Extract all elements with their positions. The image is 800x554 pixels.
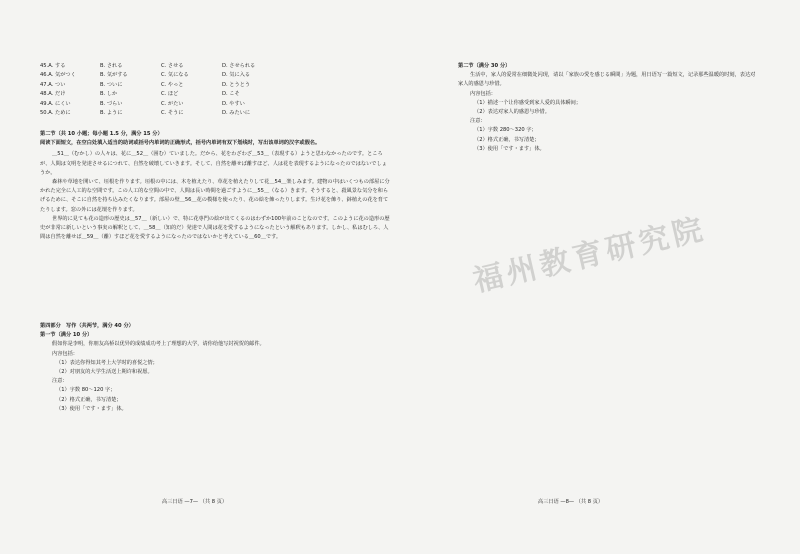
right-note-item: （2）格式正确，书写清楚； — [474, 136, 540, 143]
passage-paragraph-3: 世界的に見ても花の造形の歴史は＿57＿（新しい）で、特に花専門の絵が出てくるのはわずか100年前のことなのです。このように花の造形の歴史が非常に新しいという事実の解釈として、＿58＿（知的だ）発達で人間は花を愛するようになったという解釈もあります。しかし、私はむしろ、人間は自然を離せば＿59＿（離）すほど花を愛するようになったのではないかと考えている＿60＿です。 — [40, 215, 390, 241]
writing-part-block — [40, 322, 392, 414]
right-content-label: 内容包括： — [470, 90, 496, 97]
option-row — [40, 62, 283, 71]
content-label: 内容包括： — [52, 350, 78, 357]
section2-instruction: 阅读下面短文，在空白处填入适当的助词或括号内单词的正确形式，括号内单词有双下划线时，写出该单词的汉字或假名。 — [40, 140, 321, 147]
option-cell: C. がたい — [161, 100, 184, 107]
option-cell: C. やっと — [161, 81, 184, 88]
right-content-item: （1）描述一个让你感受到家人爱的具体瞬间； — [474, 99, 582, 106]
right-note-item: （1）字数 280～320 字； — [474, 127, 537, 134]
passage-paragraph-2: 森林や草地を開いて、垣根を作ります。垣根の中には、木を植えたり、草花を植えたりして花＿54＿楽しみます。建物の中はいくつもの部屋に分かれた完全に人工的な空間です。この人工的な空間の中で、人間は長い時間を過ごすように＿55＿（なる）きます。そうすると、殺風景な気分を和らげるために、そこに自然を持ち込みたくなります。部屋の壁＿56＿花の模様を使ったり、花の絵を飾ったりします。生け花を飾り、鉢植えの花を育てたりします。窓の外には花壇を作ります。 — [40, 179, 390, 213]
option-cell: 45.A. する — [40, 63, 66, 69]
right-note-item: （3）使用「です・ます」体。 — [474, 145, 545, 152]
option-cell: D. みたいに — [222, 109, 251, 116]
option-row — [40, 100, 283, 109]
writing-task: 假如你是李明，你朋友高桥以优异的成绩成功考上了理想的大学，请你给他写封祝贺的邮件。 — [52, 341, 265, 348]
option-cell: 46.A. 気がつく — [40, 72, 76, 79]
right-section2-block — [458, 62, 758, 154]
page-footer-right: 高三日语 —8— （共 8 页） — [538, 499, 604, 505]
note-item: （2）格式正确，书写清楚； — [56, 396, 122, 403]
option-cell: 49.A. にくい — [40, 100, 71, 107]
option-row — [40, 90, 283, 99]
option-cell: B. される — [100, 63, 123, 69]
option-cell: 47.A. つい — [40, 81, 66, 88]
part4-section1-title: 第一节（满分 10 分） — [40, 332, 93, 339]
note-item: （1）字数 80～120 字； — [56, 387, 116, 394]
content-item: （1）表达你得知其考上大学时的喜悦之情； — [56, 359, 158, 366]
option-cell: C. させる — [161, 63, 184, 69]
right-notes-label: 注意： — [470, 118, 486, 125]
option-cell: D. やすい — [222, 100, 245, 107]
option-cell: B. ように — [100, 109, 123, 116]
option-cell: C. ほど — [161, 91, 179, 98]
option-cell: C. そうに — [161, 109, 184, 116]
options-table — [40, 62, 283, 118]
option-cell: B. ついに — [100, 81, 123, 88]
option-cell: B. 気がする — [100, 72, 128, 79]
right-content-item: （2）表达对家人的感恩与珍惜。 — [474, 109, 550, 116]
option-cell: C. 気になる — [161, 72, 189, 79]
option-row — [40, 109, 283, 118]
option-cell: 50.A. ために — [40, 109, 71, 116]
left-page — [40, 0, 392, 554]
passage-paragraph-1: ＿51＿（むかし）の人々は、花に＿52＿（囲む）ていました。だから、花をわざわざ＿53＿（表現する）ようと思わなかったのです。ところが、人間は文明を発達させるにつれて、自然を破壊していきます。そして、自然を離せば離すほど、人は花を表現するようになったのではないでしょうか。 — [40, 151, 387, 176]
section2-title: 第二节（共 10 小题；每小题 1.5 分，满分 15 分） — [40, 131, 163, 137]
option-cell: D. とうとう — [222, 81, 251, 88]
section2-block — [40, 130, 392, 242]
page-footer-left: 高三日语 —7— （共 8 页） — [162, 499, 228, 505]
note-item: （3）使用「です・ます」体。 — [56, 405, 127, 412]
content-item: （2）对朋友的大学生活送上期许和祝愿。 — [56, 369, 153, 376]
watermark-stamp: 福州教育研究院 — [469, 211, 710, 300]
right-section2-title: 第二节（满分 30 分） — [458, 63, 511, 69]
option-cell: D. 気に入る — [222, 72, 251, 79]
option-cell: D. こそ — [222, 91, 240, 98]
option-cell: B. づらい — [100, 100, 123, 107]
part4-title: 第四部分 写作（共两节，满分 40 分） — [40, 323, 134, 329]
option-cell: D. させられる — [222, 63, 256, 69]
option-cell: B. しか — [100, 91, 118, 98]
option-row — [40, 71, 283, 80]
notes-label: 注意： — [52, 378, 68, 385]
option-row — [40, 81, 283, 90]
right-writing-task: 生活中，家人的爱常在细微处闪现，请以「家族の愛を感じる瞬間」为题，用日语写一篇短文，记录那些温暖的时刻，表达对家人的感恩与珍惜。 — [458, 72, 756, 88]
option-cell: 48.A. だけ — [40, 91, 66, 98]
